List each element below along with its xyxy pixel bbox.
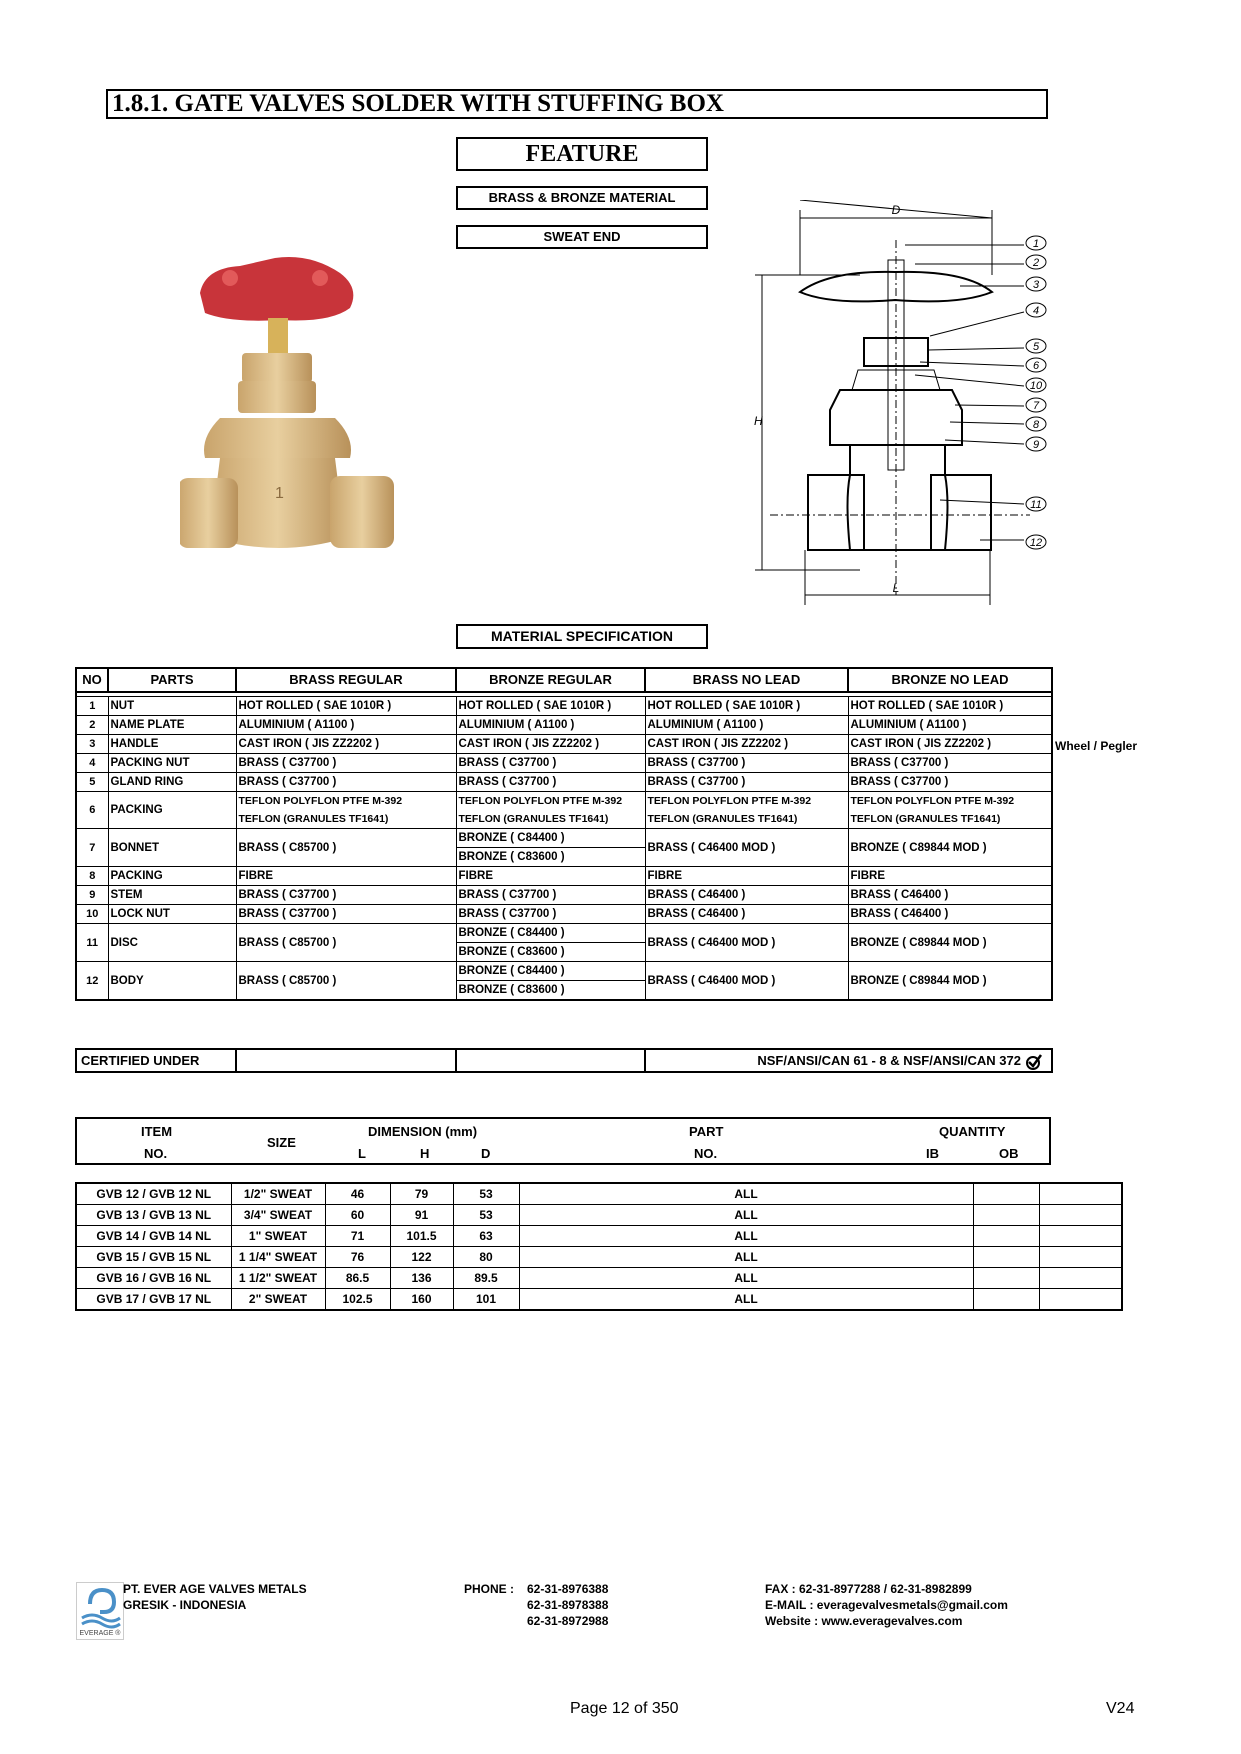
dimension-d-label: D <box>891 203 901 217</box>
header-h: H <box>420 1146 430 1161</box>
cell-ob <box>1039 1289 1122 1311</box>
cell-bronze-no-lead: TEFLON (GRANULES TF1641) <box>848 810 1052 829</box>
cell-ob <box>1039 1205 1122 1226</box>
cell-h: 101.5 <box>390 1226 453 1247</box>
row-no: 3 <box>76 735 108 754</box>
cell-ib <box>973 1205 1039 1226</box>
cell-ob <box>1039 1183 1122 1205</box>
cell-bronze-regular: BRASS ( C37700 ) <box>456 886 645 905</box>
dimension-table <box>75 1182 1123 1311</box>
cell-bronze-regular: BRONZE ( C83600 ) <box>456 981 645 1001</box>
cell-brass-no-lead: BRASS ( C37700 ) <box>645 773 848 792</box>
cell-ob <box>1039 1226 1122 1247</box>
cell-size: 2" SWEAT <box>231 1289 325 1311</box>
callout-8: 8 <box>1032 419 1040 431</box>
table-row <box>76 735 1052 754</box>
row-no: 8 <box>76 867 108 886</box>
callout-9: 9 <box>1032 439 1040 451</box>
cell-item: GVB 16 / GVB 16 NL <box>76 1268 231 1289</box>
page-number: Page 12 of 350 <box>570 1700 679 1717</box>
col-no: NO <box>76 668 108 692</box>
header-ib: IB <box>926 1146 939 1161</box>
cell-bronze-regular: BRONZE ( C83600 ) <box>456 848 645 867</box>
certified-label: CERTIFIED UNDER <box>76 1049 236 1072</box>
cell-h: 91 <box>390 1205 453 1226</box>
table-row <box>76 829 1052 848</box>
row-no: 5 <box>76 773 108 792</box>
company-city: GRESIK - INDONESIA <box>123 1598 247 1612</box>
cell-brass-regular: CAST IRON ( JIS ZZ2202 ) <box>236 735 456 754</box>
feature-item-material: BRASS & BRONZE MATERIAL <box>456 186 708 210</box>
cell-ib <box>973 1183 1039 1205</box>
cell-brass-no-lead: BRASS ( C46400 ) <box>645 886 848 905</box>
cell-brass-no-lead: ALUMINIUM ( A1100 ) <box>645 716 848 735</box>
row-part: NUT <box>108 697 236 716</box>
callout-12: 12 <box>1029 537 1043 549</box>
certified-value: NSF/ANSI/CAN 61 - 8 & NSF/ANSI/CAN 372 <box>757 1053 1021 1068</box>
cell-item: GVB 17 / GVB 17 NL <box>76 1289 231 1311</box>
header-ob: OB <box>999 1146 1019 1161</box>
material-spec-heading: MATERIAL SPECIFICATION <box>456 624 708 649</box>
cell-brass-regular: BRASS ( C37700 ) <box>236 905 456 924</box>
contact-block <box>765 1581 1008 1629</box>
cell-bronze-regular: TEFLON POLYFLON PTFE M-392 <box>456 792 645 811</box>
cell-size: 1 1/2" SWEAT <box>231 1268 325 1289</box>
table-row <box>76 773 1052 792</box>
table-row <box>76 1183 1122 1205</box>
cell-brass-regular: TEFLON POLYFLON PTFE M-392 <box>236 792 456 811</box>
cell-brass-regular: BRASS ( C37700 ) <box>236 754 456 773</box>
row-no: 9 <box>76 886 108 905</box>
callout-4: 4 <box>1032 305 1040 317</box>
phone-2: 62-31-8978388 <box>527 1598 609 1612</box>
row-part: PACKING NUT <box>108 754 236 773</box>
row-part: NAME PLATE <box>108 716 236 735</box>
row-no: 1 <box>76 697 108 716</box>
row-no: 2 <box>76 716 108 735</box>
callout-6: 6 <box>1032 360 1040 372</box>
phone-block <box>527 1581 608 1629</box>
table-row <box>76 905 1052 924</box>
cell-brass-no-lead: BRASS ( C46400 MOD ) <box>645 829 848 867</box>
cell-bronze-no-lead: CAST IRON ( JIS ZZ2202 ) <box>848 735 1052 754</box>
cell-l: 102.5 <box>325 1289 390 1311</box>
cell-bronze-regular: TEFLON (GRANULES TF1641) <box>456 810 645 829</box>
table-row <box>76 754 1052 773</box>
row-no: 7 <box>76 829 108 867</box>
cell-part: ALL <box>519 1268 973 1289</box>
cell-bronze-no-lead: BRONZE ( C89844 MOD ) <box>848 829 1052 867</box>
col-bronze-regular: BRONZE REGULAR <box>456 668 645 692</box>
row-no: 11 <box>76 924 108 962</box>
callout-7: 7 <box>1032 400 1040 412</box>
logo-text: EVERAGE ® <box>79 1630 121 1637</box>
table-row <box>76 1289 1122 1311</box>
table-row <box>76 697 1052 716</box>
cell-l: 60 <box>325 1205 390 1226</box>
cell-ib <box>973 1289 1039 1311</box>
dimension-header <box>75 1117 1051 1165</box>
row-part: BODY <box>108 962 236 1001</box>
dimension-l-label: L <box>892 581 900 595</box>
website-link[interactable]: Website : www.everagevalves.com <box>765 1614 963 1628</box>
col-brass-no-lead: BRASS NO LEAD <box>645 668 848 692</box>
col-bronze-no-lead: BRONZE NO LEAD <box>848 668 1052 692</box>
cell-bronze-no-lead: BRONZE ( C89844 MOD ) <box>848 962 1052 1001</box>
cell-l: 86.5 <box>325 1268 390 1289</box>
cell-bronze-regular: BRASS ( C37700 ) <box>456 905 645 924</box>
company-logo <box>76 1582 124 1640</box>
cell-item: GVB 13 / GVB 13 NL <box>76 1205 231 1226</box>
header-part-no: NO. <box>694 1146 718 1161</box>
phone-3: 62-31-8972988 <box>527 1614 609 1628</box>
header-quantity: QUANTITY <box>939 1124 1006 1139</box>
valve-photo <box>180 248 440 578</box>
cell-part: ALL <box>519 1205 973 1226</box>
cell-l: 76 <box>325 1247 390 1268</box>
row-no: 12 <box>76 962 108 1001</box>
cell-l: 71 <box>325 1226 390 1247</box>
cell-h: 79 <box>390 1183 453 1205</box>
cell-size: 1 1/4" SWEAT <box>231 1247 325 1268</box>
cell-brass-regular: HOT ROLLED ( SAE 1010R ) <box>236 697 456 716</box>
cell-brass-regular: BRASS ( C85700 ) <box>236 829 456 867</box>
cell-bronze-regular: ALUMINIUM ( A1100 ) <box>456 716 645 735</box>
cell-size: 3/4" SWEAT <box>231 1205 325 1226</box>
cell-bronze-no-lead: ALUMINIUM ( A1100 ) <box>848 716 1052 735</box>
cell-ob <box>1039 1247 1122 1268</box>
cell-brass-regular: BRASS ( C85700 ) <box>236 962 456 1001</box>
cell-part: ALL <box>519 1183 973 1205</box>
row-part: BONNET <box>108 829 236 867</box>
cell-d: 53 <box>453 1205 519 1226</box>
header-item: ITEM <box>141 1124 173 1139</box>
cell-part: ALL <box>519 1226 973 1247</box>
cell-brass-no-lead: BRASS ( C46400 MOD ) <box>645 962 848 1001</box>
cast-number: 1 <box>275 485 284 502</box>
cell-h: 122 <box>390 1247 453 1268</box>
cell-bronze-no-lead: TEFLON POLYFLON PTFE M-392 <box>848 792 1052 811</box>
row-no: 4 <box>76 754 108 773</box>
cell-ib <box>973 1247 1039 1268</box>
cell-brass-regular: BRASS ( C37700 ) <box>236 773 456 792</box>
company-name: PT. EVER AGE VALVES METALS <box>123 1582 307 1596</box>
cell-bronze-no-lead: BRASS ( C46400 ) <box>848 886 1052 905</box>
table-row <box>76 716 1052 735</box>
version: V24 <box>1106 1700 1135 1717</box>
material-table-header <box>76 668 1052 692</box>
cell-size: 1" SWEAT <box>231 1226 325 1247</box>
phone-label: PHONE : <box>464 1582 515 1596</box>
phone-1: 62-31-8976388 <box>527 1582 609 1596</box>
fax: FAX : 62-31-8977288 / 62-31-8982899 <box>765 1582 972 1596</box>
table-row <box>76 1205 1122 1226</box>
col-brass-regular: BRASS REGULAR <box>236 668 456 692</box>
cell-item: GVB 12 / GVB 12 NL <box>76 1183 231 1205</box>
callout-3: 3 <box>1032 279 1040 291</box>
header-dimension: DIMENSION (mm) <box>368 1124 478 1139</box>
cell-bronze-no-lead: BRONZE ( C89844 MOD ) <box>848 924 1052 962</box>
row-part: PACKING <box>108 867 236 886</box>
cell-d: 101 <box>453 1289 519 1311</box>
cell-brass-no-lead: BRASS ( C46400 MOD ) <box>645 924 848 962</box>
cell-brass-regular: BRASS ( C85700 ) <box>236 924 456 962</box>
page-title: 1.8.1. GATE VALVES SOLDER WITH STUFFING BOX <box>106 89 1048 119</box>
material-table <box>75 667 1053 1001</box>
cell-bronze-no-lead: BRASS ( C46400 ) <box>848 905 1052 924</box>
cell-bronze-regular: HOT ROLLED ( SAE 1010R ) <box>456 697 645 716</box>
feature-item-end: SWEAT END <box>456 225 708 249</box>
certified-row <box>75 1048 1053 1073</box>
cell-brass-regular: TEFLON (GRANULES TF1641) <box>236 810 456 829</box>
row-part: PACKING <box>108 792 236 829</box>
cell-part: ALL <box>519 1247 973 1268</box>
row-no: 6 <box>76 792 108 829</box>
header-l: L <box>358 1146 366 1161</box>
cell-l: 46 <box>325 1183 390 1205</box>
callout-10: 10 <box>1029 380 1043 392</box>
cell-ib <box>973 1226 1039 1247</box>
cell-brass-no-lead: BRASS ( C46400 ) <box>645 905 848 924</box>
table-row <box>76 924 1052 943</box>
cell-bronze-regular: BRASS ( C37700 ) <box>456 754 645 773</box>
row-part: STEM <box>108 886 236 905</box>
table-row <box>76 962 1052 981</box>
cell-d: 63 <box>453 1226 519 1247</box>
cell-bronze-no-lead: HOT ROLLED ( SAE 1010R ) <box>848 697 1052 716</box>
cell-h: 160 <box>390 1289 453 1311</box>
cell-bronze-regular: BRONZE ( C83600 ) <box>456 943 645 962</box>
feature-heading: FEATURE <box>456 137 708 171</box>
table-row <box>76 1226 1122 1247</box>
row-part: HANDLE <box>108 735 236 754</box>
header-size: SIZE <box>267 1135 296 1150</box>
cell-brass-regular: BRASS ( C37700 ) <box>236 886 456 905</box>
cell-bronze-no-lead: FIBRE <box>848 867 1052 886</box>
row-part: DISC <box>108 924 236 962</box>
cell-part: ALL <box>519 1289 973 1311</box>
cell-brass-regular: ALUMINIUM ( A1100 ) <box>236 716 456 735</box>
row-no: 10 <box>76 905 108 924</box>
cell-brass-no-lead: CAST IRON ( JIS ZZ2202 ) <box>645 735 848 754</box>
col-parts: PARTS <box>108 668 236 692</box>
row-part: LOCK NUT <box>108 905 236 924</box>
cell-bronze-regular: BRASS ( C37700 ) <box>456 773 645 792</box>
cell-item: GVB 15 / GVB 15 NL <box>76 1247 231 1268</box>
callout-1: 1 <box>1032 238 1040 250</box>
cell-bronze-regular: BRONZE ( C84400 ) <box>456 962 645 981</box>
table-row <box>76 1268 1122 1289</box>
table-row <box>76 867 1052 886</box>
cell-brass-no-lead: FIBRE <box>645 867 848 886</box>
cell-bronze-regular: FIBRE <box>456 867 645 886</box>
cell-bronze-regular: CAST IRON ( JIS ZZ2202 ) <box>456 735 645 754</box>
table-row <box>76 1247 1122 1268</box>
cell-ob <box>1039 1268 1122 1289</box>
callout-11: 11 <box>1030 499 1042 511</box>
header-item-no: NO. <box>144 1146 168 1161</box>
cell-d: 89.5 <box>453 1268 519 1289</box>
technical-drawing <box>740 200 1060 620</box>
cell-brass-no-lead: TEFLON (GRANULES TF1641) <box>645 810 848 829</box>
cell-bronze-regular: BRONZE ( C84400 ) <box>456 829 645 848</box>
header-d: D <box>481 1146 491 1161</box>
handle-note: Wheel / Pegler <box>1055 739 1138 753</box>
cell-bronze-no-lead: BRASS ( C37700 ) <box>848 754 1052 773</box>
cell-bronze-no-lead: BRASS ( C37700 ) <box>848 773 1052 792</box>
cell-ib <box>973 1268 1039 1289</box>
cell-item: GVB 14 / GVB 14 NL <box>76 1226 231 1247</box>
cell-h: 136 <box>390 1268 453 1289</box>
check-seal-icon <box>1025 1053 1043 1071</box>
table-row <box>76 792 1052 811</box>
email-link[interactable]: E-MAIL : everagevalvesmetals@gmail.com <box>765 1598 1008 1612</box>
cell-brass-regular: FIBRE <box>236 867 456 886</box>
header-part: PART <box>689 1124 724 1139</box>
company-block <box>123 1581 307 1613</box>
cell-bronze-regular: BRONZE ( C84400 ) <box>456 924 645 943</box>
row-part: GLAND RING <box>108 773 236 792</box>
cell-brass-no-lead: TEFLON POLYFLON PTFE M-392 <box>645 792 848 811</box>
cell-d: 53 <box>453 1183 519 1205</box>
table-row <box>76 886 1052 905</box>
callout-2: 2 <box>1032 257 1040 269</box>
dimension-h-label: H <box>754 414 763 428</box>
cell-brass-no-lead: HOT ROLLED ( SAE 1010R ) <box>645 697 848 716</box>
cell-size: 1/2" SWEAT <box>231 1183 325 1205</box>
cell-d: 80 <box>453 1247 519 1268</box>
callout-5: 5 <box>1032 341 1040 353</box>
cell-brass-no-lead: BRASS ( C37700 ) <box>645 754 848 773</box>
